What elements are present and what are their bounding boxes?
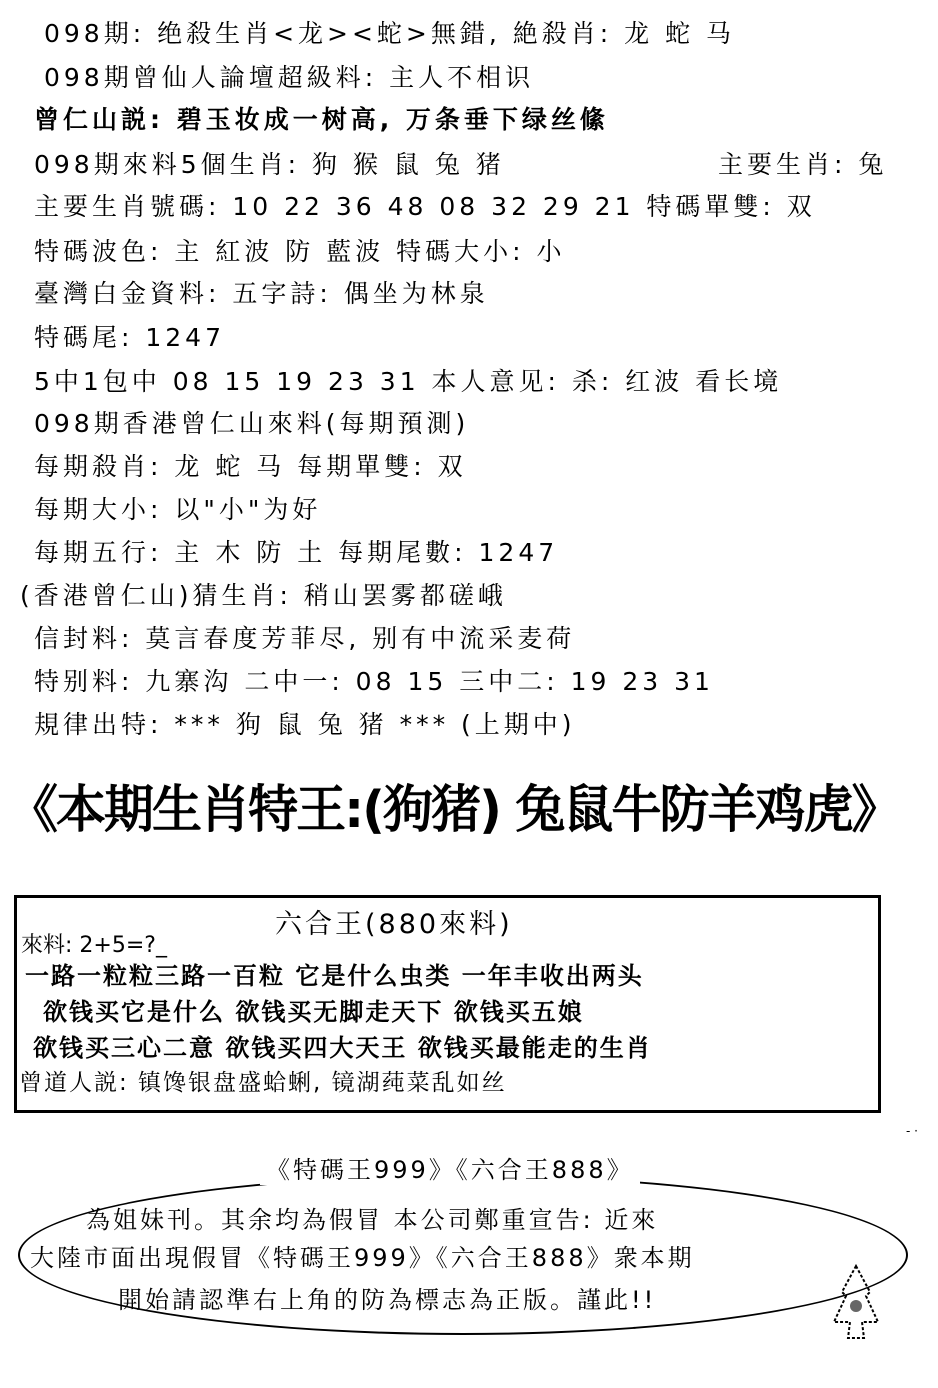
line-color: 特碼波色: 主 紅波 防 藍波 特碼大小: 小: [34, 237, 566, 266]
stray-mark: - ·: [906, 1124, 918, 1138]
line-tail: 特碼尾: 1247: [34, 323, 225, 352]
line-each-element: 每期五行: 主 木 防 土 每期尾數: 1247: [34, 538, 559, 567]
line-five-zodiac: 098期來料5個生肖: 狗 猴 鼠 兔 猪: [34, 150, 505, 179]
line-each-kill: 每期殺肖: 龙 蛇 马 每期單雙: 双: [34, 452, 467, 481]
notice-line-2: 大陸市面出現假冒《特碼王999》《六合王888》衆本期: [30, 1244, 695, 1272]
box-title: 六合王(880來料): [275, 909, 513, 940]
box-line-1: 來料: 2+5=?_: [21, 933, 167, 958]
box-line-5: 曾道人説: 镇馋银盘盛蛤蜊, 镜湖莼菜乱如丝: [19, 1070, 507, 1096]
notice-title: 《特碼王999》《六合王888》: [260, 1150, 640, 1185]
headline-banner: 《本期生肖特王:(狗猪) 兔鼠牛防羊鸡虎》: [8, 781, 900, 840]
line-five-in-one: 5中1包中 08 15 19 23 31 本人意见: 杀: 红波 看长境: [34, 367, 783, 396]
line-each-size: 每期大小: 以"小"为好: [34, 495, 322, 524]
anti-counterfeit-seal-icon: [826, 1262, 886, 1342]
line-poem: 曾仁山説: 碧玉妆成一树高, 万条垂下绿丝絛: [34, 105, 609, 134]
box-line-4: 欲钱买三心二意 欲钱买四大天王 欲钱买最能走的生肖: [33, 1034, 652, 1062]
line-taiwan: 臺灣白金資料: 五字詩: 偶坐为林泉: [34, 279, 489, 308]
line-issue-kill: 098期: 绝殺生肖<龙><蛇>無錯, 絶殺肖: 龙 蛇 马: [44, 19, 736, 48]
notice-line-3: 開始請認準右上角的防為標志為正版。謹此!!: [118, 1286, 657, 1314]
line-forum: 098期曾仙人論壇超級料: 主人不相识: [44, 63, 535, 92]
box-line-2: 一路一粒粒三路一百粒 它是什么虫类 一年丰收出两头: [25, 962, 644, 990]
line-rule: 規律出特: *** 狗 鼠 兔 猪 *** (上期中): [34, 710, 576, 739]
line-hk-heading: 098期香港曾仁山來料(每期預測): [34, 409, 470, 438]
line-main-zodiac: 主要生肖: 兔: [718, 150, 888, 179]
notice-line-1: 為姐妹刊。其余均為假冒 本公司鄭重宣告: 近來: [86, 1206, 659, 1234]
line-envelope: 信封料: 莫言春度芳菲尽, 别有中流采麦荷: [34, 624, 576, 653]
line-guess-zodiac: (香港曾仁山)猜生肖: 稍山罢雾都磋峨: [20, 581, 507, 610]
liuhe-box: [14, 895, 881, 1113]
line-main-numbers: 主要生肖號碼: 10 22 36 48 08 32 29 21 特碼單雙: 双: [34, 192, 816, 221]
line-special: 特别料: 九寨沟 二中一: 08 15 三中二: 19 23 31: [34, 667, 714, 696]
box-line-3: 欲钱买它是什么 欲钱买无脚走天下 欲钱买五娘: [43, 998, 584, 1026]
